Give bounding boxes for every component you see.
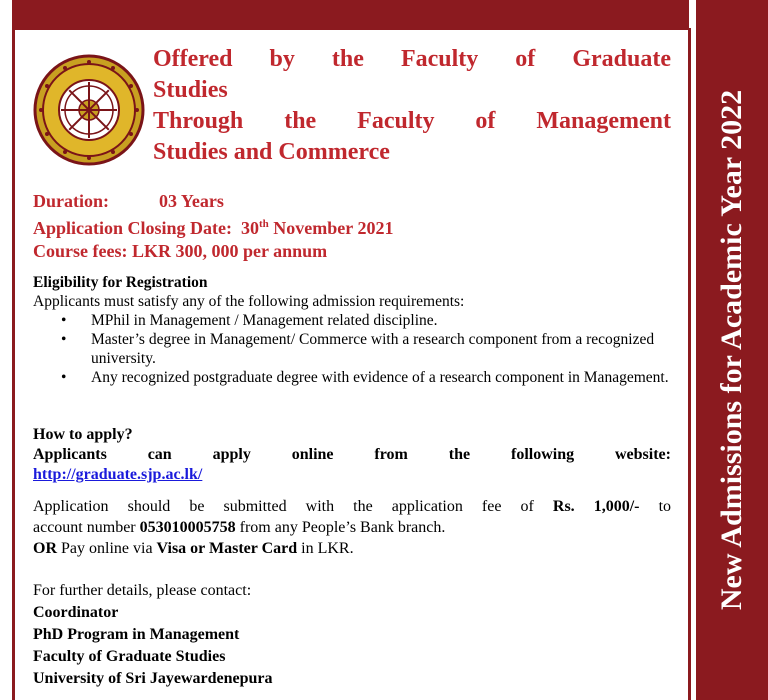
- apply-word: website:: [615, 446, 671, 463]
- list-item: • Any recognized postgraduate degree with evidence of a research component in Management.: [91, 368, 673, 387]
- fee-line-3: [33, 538, 671, 559]
- program-facts: [33, 190, 673, 263]
- account-number: 053010005758: [139, 519, 236, 536]
- contact-intro: For further details, please contact:: [33, 582, 252, 599]
- offered-by-heading: [153, 44, 671, 168]
- list-item: • MPhil in Management / Management related discipline.: [91, 311, 673, 330]
- contact-section: [33, 580, 673, 690]
- application-fee-section: [33, 496, 671, 559]
- apply-word: can: [147, 446, 172, 463]
- website-link[interactable]: http://graduate.sjp.ac.lk/: [33, 466, 203, 483]
- right-border: [688, 28, 691, 700]
- how-to-apply-heading: How to apply?: [33, 426, 133, 443]
- contact-line: Faculty of Graduate Studies: [33, 648, 226, 665]
- offered-line-3: Through the Faculty of Management: [153, 108, 671, 134]
- fee-line-2: [33, 517, 671, 538]
- eligibility-section: [33, 273, 673, 387]
- how-to-apply-section: [33, 425, 671, 485]
- fee-to: to: [658, 498, 672, 515]
- banner-title-cut: [12, 0, 689, 30]
- course-fees-line: Course fees: LKR 300, 000 per annum: [33, 241, 328, 261]
- apply-word: Applicants: [33, 446, 107, 463]
- closing-label: Application Closing Date:: [33, 218, 233, 238]
- or-label: OR: [33, 540, 57, 557]
- duration-value: 03 Years: [159, 191, 224, 211]
- contact-line: Coordinator: [33, 604, 119, 621]
- apply-word: following: [510, 446, 575, 463]
- left-border: [12, 28, 15, 700]
- apply-word: online: [291, 446, 334, 463]
- contact-line: PhD Program in Management: [33, 626, 240, 643]
- side-banner: [696, 0, 768, 700]
- fee-text: Application should be submitted with the application fee of: [33, 498, 534, 515]
- university-seal-logo: [33, 54, 145, 166]
- bank-branch: from any People’s Bank branch.: [239, 519, 446, 536]
- closing-suffix: th: [259, 218, 269, 230]
- eligibility-heading: Eligibility for Registration: [33, 274, 208, 291]
- pay-online-text: Pay online via: [61, 540, 153, 557]
- eligibility-intro: Applicants must satisfy any of the following admission requirements:: [33, 293, 465, 310]
- fee-line-1: [33, 496, 671, 517]
- closing-rest: November 2021: [273, 218, 394, 238]
- apply-word: apply: [212, 446, 251, 463]
- apply-online-line: [33, 445, 671, 465]
- card-types: Visa or Master Card: [156, 540, 298, 557]
- duration-label: Duration:: [33, 191, 109, 211]
- contact-line: University of Sri Jayewardenepura: [33, 670, 273, 687]
- requirements-list: [33, 311, 673, 387]
- currency-text: in LKR.: [301, 540, 354, 557]
- offered-line-4: Studies and Commerce: [153, 139, 390, 165]
- closing-day: 30: [241, 218, 260, 238]
- side-banner-text: New Admissions for Academic Year 2022: [715, 89, 748, 611]
- closing-date-line: [33, 213, 673, 240]
- account-label: account number: [33, 519, 136, 536]
- apply-word: the: [448, 446, 471, 463]
- top-title-banner: [12, 0, 689, 30]
- offered-line-2: Studies: [153, 77, 228, 103]
- list-item: • Master’s degree in Management/ Commerce with a research component from a recognized university.: [91, 330, 673, 368]
- offered-line-1: Offered by the Faculty of Graduate: [153, 46, 671, 72]
- fee-amount: Rs. 1,000/-: [552, 498, 640, 515]
- apply-word: from: [374, 446, 408, 463]
- duration-line: [33, 190, 673, 213]
